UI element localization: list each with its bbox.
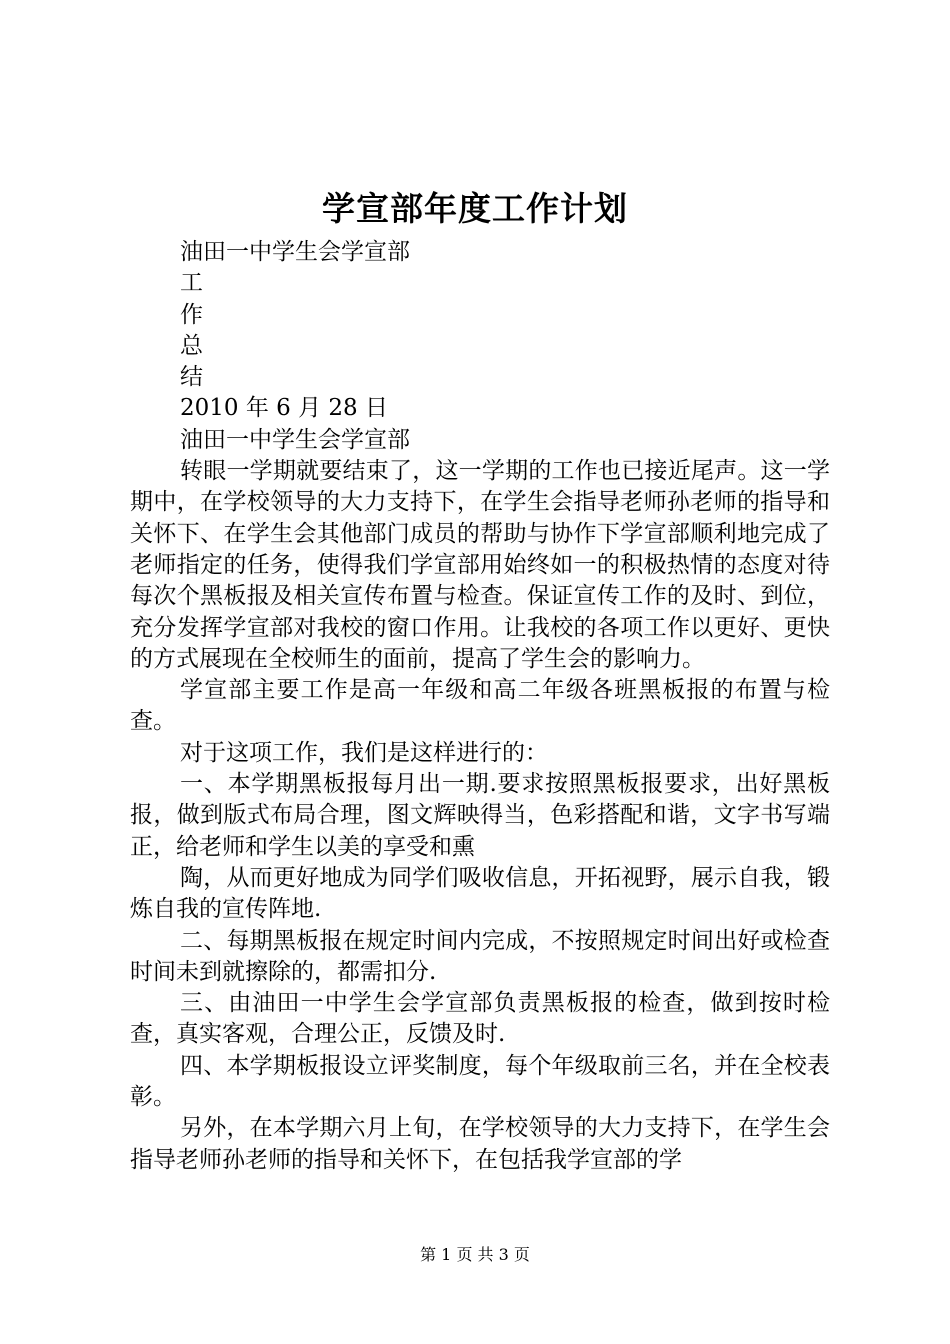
org-name-line: 油田一中学生会学宣部 (180, 426, 410, 453)
date-line: 2010 年 6 月 28 日 (180, 395, 388, 422)
body-paragraph: 一、本学期黑板报每月出一期.要求按照黑板报要求，出好黑板报，做到版式布局合理，图文辉映得当，色彩搭配和谐，文字书写端正，给老师和学生以美的享受和熏 (130, 771, 830, 860)
vertical-char-line: 结 (180, 364, 203, 391)
body-paragraph: 学宣部主要工作是高一年级和高二年级各班黑板报的布置与检查。 (130, 677, 830, 735)
body-paragraph: 陶，从而更好地成为同学们吸收信息，开拓视野，展示自我，锻炼自我的宣传阵地. (130, 864, 830, 923)
body-paragraph: 对于这项工作，我们是这样进行的： (180, 739, 548, 766)
body-paragraph: 转眼一学期就要结束了，这一学期的工作也已接近尾声。这一学期中，在学校领导的大力支持下，在学生会指导老师孙老师的指导和关怀下、在学生会其他部门成员的帮助与协作下学宣部顺利地完成了老师指定的任务，使得我们学宣部用始终如一的积极热情的态度对待每次个黑板报及相关宣传布置与检查。保证宣传工作的及时、到位，充分发挥学宣部对我校的窗口作用。让我校的各项工作以更好、更快的方式展现在全校师生的面前，提高了学生会的影响力。 (130, 458, 830, 672)
document-title: 学宣部年度工作计划 (322, 189, 628, 228)
page-number-footer: 第 1 页 共 3 页 (420, 1245, 530, 1264)
org-name-line: 油田一中学生会学宣部 (180, 239, 410, 265)
document-body (130, 237, 830, 1176)
vertical-char-line: 工 (180, 270, 203, 297)
body-paragraph: 二、每期黑板报在规定时间内完成，不按照规定时间出好或检查时间未到就擦除的，都需扣分. (130, 927, 830, 985)
body-paragraph: 四、本学期板报设立评奖制度，每个年级取前三名，并在全校表彰。 (130, 1052, 830, 1111)
vertical-char-line: 总 (180, 332, 203, 359)
body-paragraph: 三、由油田一中学生会学宣部负责黑板报的检查，做到按时检查，真实客观，合理公正，反馈及时. (130, 990, 830, 1048)
body-paragraph: 另外，在本学期六月上旬，在学校领导的大力支持下，在学生会指导老师孙老师的指导和关怀下，在包括我学宣部的学 (130, 1115, 830, 1173)
vertical-char-line: 作 (180, 301, 203, 328)
